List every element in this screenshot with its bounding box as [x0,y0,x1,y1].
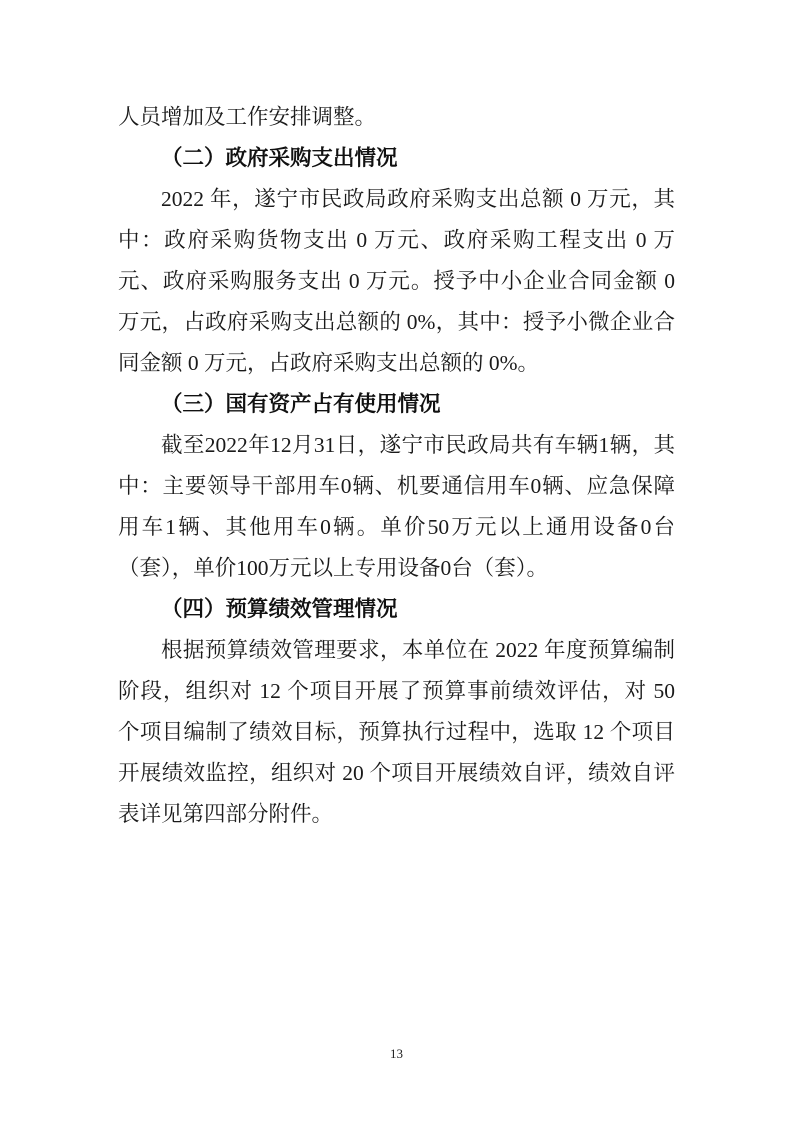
page-number: 13 [390,1046,403,1061]
paragraph-continuation: 人员增加及工作安排调整。 [118,105,377,129]
section-heading-budget-performance: （四）预算绩效管理情况 [161,597,398,621]
paragraph-budget-performance: 根据预算绩效管理要求，本单位在 2022 年度预算编制阶段，组织对 12 个项目开展了预算事前绩效评估，对 50 个项目编制了绩效目标，预算执行过程中，选取 12 个项目开展绩效监控，组织对 20 个项目开展绩效自评，绩效自评表详见第四部分附件。 [118,638,675,826]
paragraph-state-assets: 截至2022年12月31日，遂宁市民政局共有车辆1辆，其中：主要领导干部用车0辆、机要通信用车0辆、应急保障用车1辆、其他用车0辆。单价50万元以上通用设备0台（套），单价100万元以上专用设备0台（套）。 [118,433,675,580]
document-body [118,97,675,835]
section-heading-gov-procurement: （二）政府采购支出情况 [161,146,398,170]
paragraph-gov-procurement: 2022 年，遂宁市民政局政府采购支出总额 0 万元，其中：政府采购货物支出 0 万元、政府采购工程支出 0 万元、政府采购服务支出 0 万元。授予中小企业合同金额 0 万元，占政府采购支出总额的 0%，其中：授予小微企业合同金额 0 万元，占政府采购支出总额的 0%。 [118,187,675,375]
section-heading-state-assets: （三）国有资产占有使用情况 [161,392,441,416]
